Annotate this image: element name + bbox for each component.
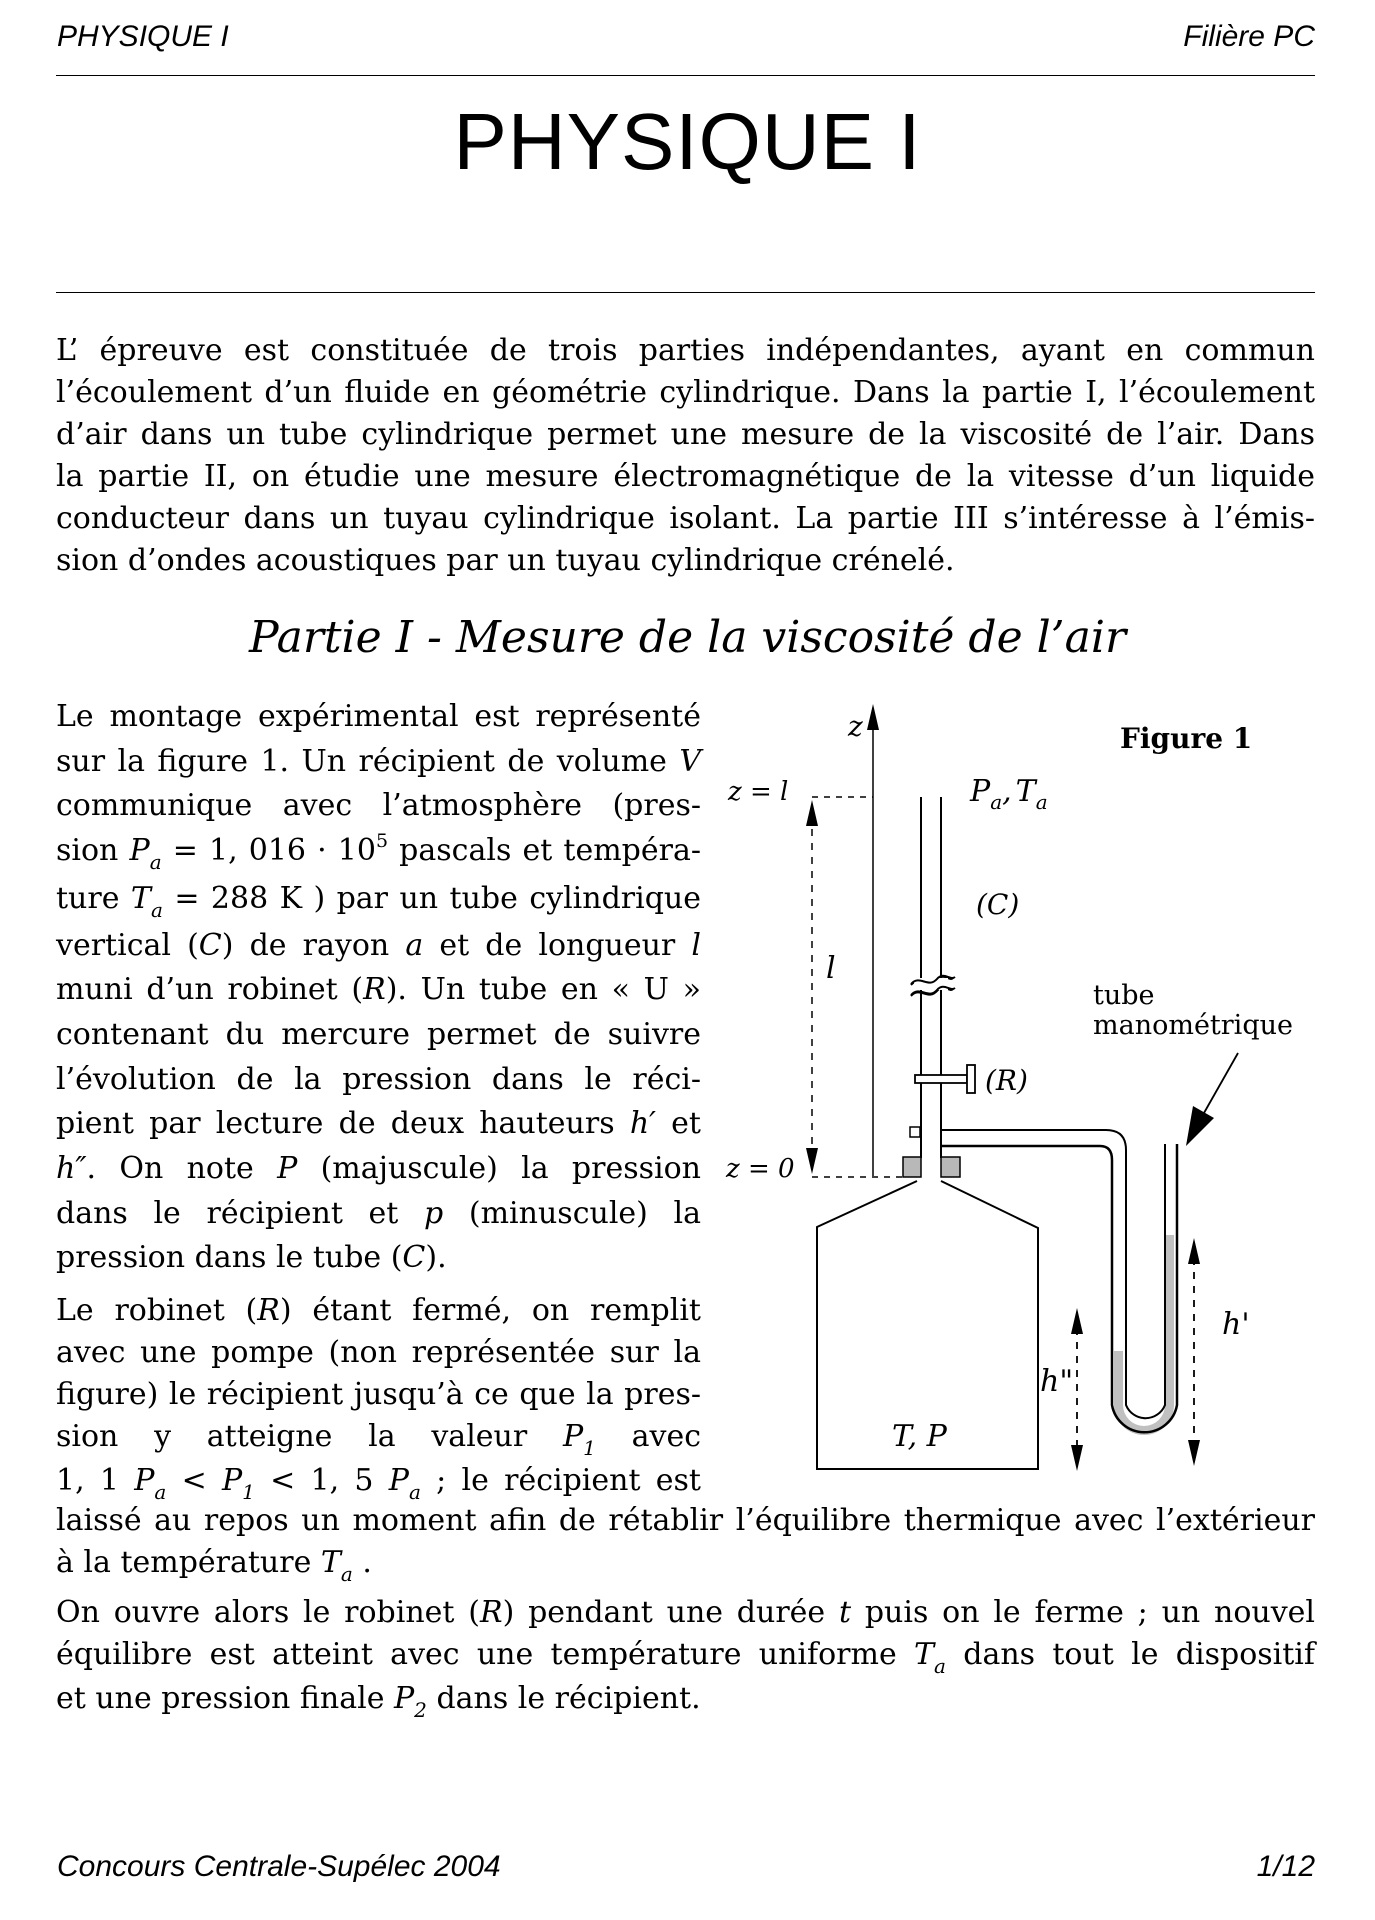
intro-line: sion d’ondes acoustiques par un tuyau cylindrique crénelé. [56, 543, 955, 578]
flange-block-left [903, 1157, 921, 1177]
manometer-pointer-arrow [1186, 1053, 1238, 1146]
connector-square [910, 1127, 920, 1137]
valve-r-label: (R) [985, 1064, 1028, 1097]
manometer-label-line2: manométrique [1093, 1010, 1293, 1041]
intro-line: conducteur dans un tuyau cylindrique isolant. La partie III s’intéresse à l’émis- [56, 501, 1315, 536]
tube-c-label: (C) [976, 888, 1020, 921]
intro-line: L’ épreuve est constituée de trois parties indépendantes, ayant en commun [56, 333, 1315, 368]
intro-line: la partie II, on étudie une mesure électromagnétique de la vitesse d’un liquide [56, 459, 1315, 494]
paragraph-filling-continued: laissé au repos un moment afin de rétablir l’équilibre thermique avec l’extérieur à la température $T_a$ . [56, 1503, 1315, 1586]
section-heading: Partie I - Mesure de la viscosité de l’air [248, 612, 1127, 663]
manometer-label-line1: tube [1093, 980, 1155, 1011]
h-prime-dimension-arrow [1188, 1238, 1200, 1466]
z-axis-label: z [848, 710, 863, 743]
z-bottom-label: z = 0 [726, 1154, 795, 1184]
length-dimension-arrow [806, 800, 818, 1174]
h-double-prime-label: h" [1040, 1364, 1074, 1399]
flange-block-right [941, 1157, 960, 1177]
atmosphere-label: $P_a$, $T_a$ [970, 774, 1048, 814]
intro-line: l’écoulement d’un fluide en géométrie cylindrique. Dans la partie I, l’écoulement [56, 375, 1315, 410]
container-label: T, P [892, 1419, 947, 1454]
paragraph-filling: Le robinet (R) étant fermé, on remplit avec une pompe (non représentée sur la figure) le récipient jusqu’à ce que la pres- sion y atteigne la valeur $P_1$ avec 1, 1 $P_a < P_1 < 1$, 5 $P_a$ ; le récipient est [56, 1293, 701, 1504]
page-number: 1/12 [1256, 1850, 1315, 1883]
z-axis-arrow [867, 704, 879, 1176]
h-prime-label: h' [1222, 1307, 1250, 1342]
paragraph-setup: Le montage expérimental est représenté sur la figure 1. Un récipient de volume V communique avec l’atmosphère (pres- sion $P_a = 1$, $016 \cdot 10^5$ pascals et tempéra- ture $T_a = 288$ K ) par un tube cylindrique vertical (C) de rayon a et de longueur l muni d’un robinet (R). Un tube en « U » contenant du mercure permet de suivre l’évolution de la pression dans le réci- pient par lecture de deux hauteurs h′ et h″. On note P (majuscule) la pression dans le récipient et p (minuscule) la pression dans le tube (C). [56, 699, 702, 1276]
paragraph-opening: On ouvre alors le robinet (R) pendant une durée t puis on le ferme ; un nouvel équilibre est atteint avec une température uniforme $T_a$ dans tout le dispositif et une pression finale $P_2$ dans le récipient. [56, 1595, 1316, 1722]
z-top-label: z = l [728, 777, 789, 807]
tube-c [911, 797, 955, 1158]
footer-left: Concours Centrale-Supélec 2004 [57, 1850, 501, 1883]
running-header-right: Filière PC [1183, 20, 1315, 53]
length-label: l [826, 951, 836, 986]
valve-r [915, 1065, 975, 1093]
figure-caption: Figure 1 [1120, 722, 1253, 755]
running-header-left: PHYSIQUE I [57, 20, 229, 53]
intro-line: d’air dans un tube cylindrique permet une mesure de la viscosité de l’air. Dans [56, 417, 1315, 452]
document-title: PHYSIQUE I [453, 97, 922, 186]
